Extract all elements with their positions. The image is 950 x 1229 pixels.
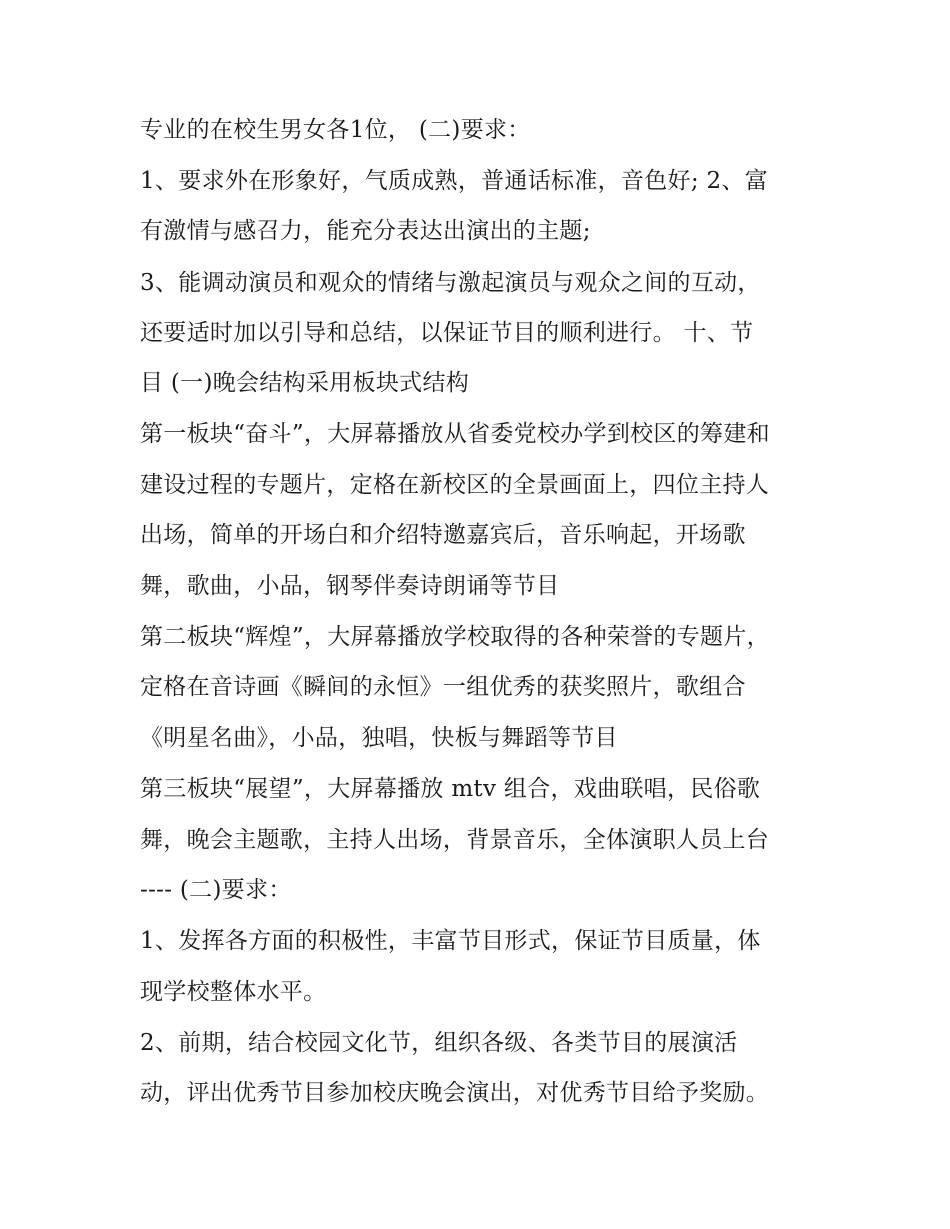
- text-line: 舞，歌曲，小品，钢琴伴奏诗朗诵等节目: [140, 573, 560, 599]
- text-line: ---- (二)要求：: [140, 877, 292, 903]
- text-line: 建设过程的专题片，定格在新校区的全景画面上，四位主持人: [140, 472, 770, 498]
- text-line: 2、前期，结合校园文化节，组织各级、各类节目的展演活: [140, 1030, 738, 1056]
- text-line: 《明星名曲》，小品，独唱，快板与舞蹈等节目: [140, 725, 618, 751]
- text-line: 1、要求外在形象好，气质成熟，普通话标准，音色好; 2、富: [140, 168, 769, 194]
- text-line: 第一板块“奋斗”，大屏幕播放从省委党校办学到校区的筹建和: [140, 421, 770, 447]
- text-line: 目 (一)晚会结构采用板块式结构: [140, 370, 470, 396]
- text-line: 定格在音诗画《瞬间的永恒》一组优秀的获奖照片，歌组合: [140, 674, 746, 700]
- text-line: 专业的在校生男女各1位， (二)要求：: [140, 117, 531, 143]
- text-line: 出场，简单的开场白和介绍特邀嘉宾后，音乐响起，开场歌: [140, 522, 746, 548]
- text-line: 第二板块“辉煌”，大屏幕播放学校取得的各种荣誉的专题片，: [140, 624, 770, 650]
- text-line: 舞，晚会主题歌，主持人出场，背景音乐，全体演职人员上台: [140, 827, 770, 853]
- text-line: 有激情与感召力，能充分表达出演出的主题;: [140, 218, 591, 244]
- text-line: 现学校整体水平。: [140, 979, 327, 1005]
- text-line: 动，评出优秀节目参加校庆晚会演出，对优秀节目给予奖励。: [140, 1080, 770, 1106]
- text-line: 第三板块“展望”，大屏幕播放 mtv 组合，戏曲联唱，民俗歌: [140, 776, 761, 802]
- text-line: 1、发挥各方面的积极性，丰富节目形式，保证节目质量，体: [140, 928, 761, 954]
- text-line: 3、能调动演员和观众的情绪与激起演员与观众之间的互动，: [140, 270, 761, 296]
- text-line: 还要适时加以引导和总结，以保证节目的顺利进行。 十、节: [140, 320, 754, 346]
